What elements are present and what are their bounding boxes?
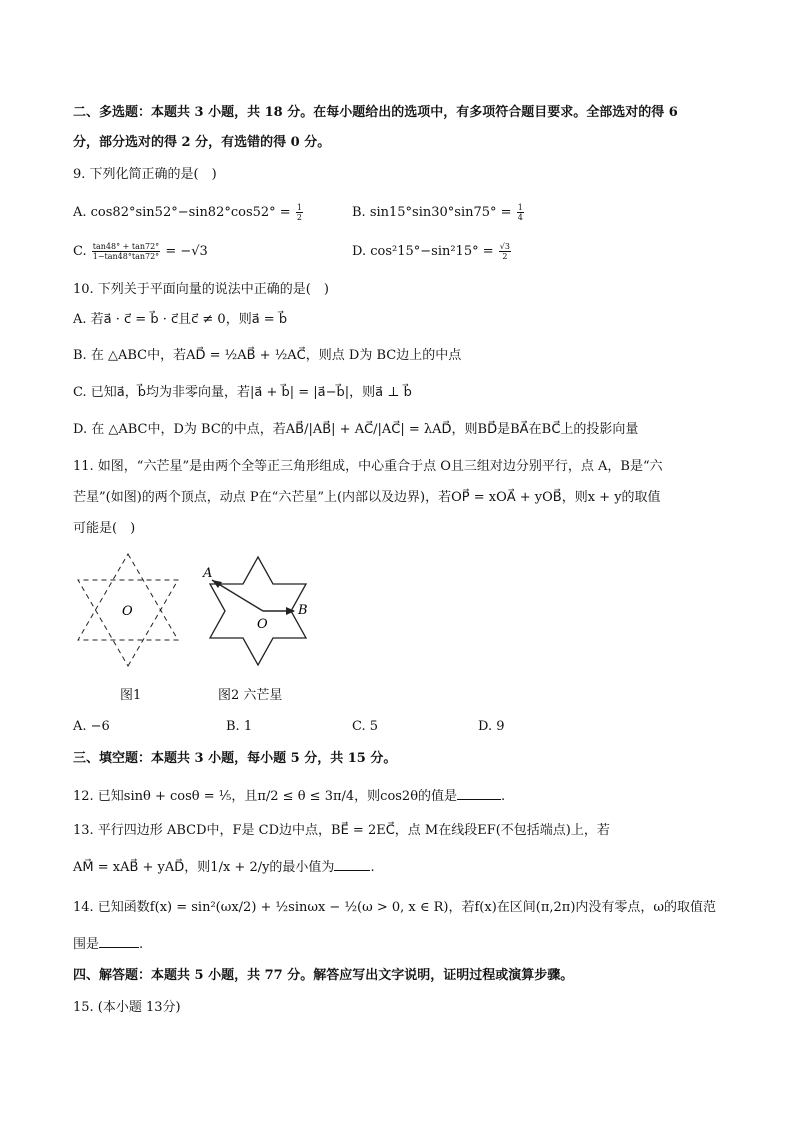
q9-d-den: 2 [502,252,508,261]
q9-c-fraction [92,242,160,261]
fig2-label-b: B [298,603,308,618]
question-12: 12. 已知sinθ + cosθ = ⅕，且π/2 ≤ θ ≤ 3π/4，则cos2θ的值是 . [73,789,506,804]
question-14-line2: 围是 . [73,937,144,952]
q9-c-suffix: = −√3 [161,244,208,259]
question-9-stem: 9. 下列化简正确的是( ) [73,167,217,182]
q9-b-text: B. sin15°sin30°sin75° = [352,205,516,220]
figure-1-dashed-hexagram [70,548,190,698]
section-2-heading-line2: 分，部分选对的得 2 分，有选错的得 0 分。 [73,135,331,150]
q12-text: 12. 已知sinθ + cosθ = ⅕，且π/2 ≤ θ ≤ 3π/4，则cos2θ的值是 [73,789,458,804]
q9-d-fraction [499,242,511,261]
fig1-triangle-down [78,580,178,666]
q9-b-den: 4 [517,213,523,222]
q9-c-num: tan48° + tan72° [92,242,160,251]
figure-1-caption: 图1 [120,688,142,703]
question-10-option-b: B. 在 △ABC中，若AD⃗ = ½AB⃗ + ½AC⃗，则点 D为 BC边上的中点 [73,348,462,363]
q13-answer-blank [334,858,370,871]
question-11-line1: 11. 如图，“六芒星”是由两个全等正三角形组成，中心重合于点 O且三组对边分别平行，点 A，B是“六 [73,459,663,474]
fig2-label-o: O [257,617,268,632]
fig1-triangle-up [78,554,178,640]
question-15-stem: 15. (本小题 13分) [73,1000,181,1015]
question-14-line1: 14. 已知函数f(x) = sin²(ωx/2) + ½sinωx − ½(ω > 0, x ∈ R)，若f(x)在区间(π,2π)内没有零点，ω的取值范 [73,900,717,915]
question-11-option-a: A. −6 [73,719,110,734]
q9-c-den: 1−tan48°tan72° [92,252,160,261]
section-4-heading: 四、解答题：本题共 5 小题，共 77 分。解答应写出文字说明，证明过程或演算步骤。 [73,968,574,983]
question-11-line3: 可能是( ) [73,521,136,536]
fig2-arrow-b-icon [286,607,295,615]
fig2-label-a: A [203,566,213,581]
question-13-line2: AM⃗ = xAB⃗ + yAD⃗，则1/x + 2/y的最小值为 . [73,860,375,875]
q14-answer-blank [99,935,139,948]
question-10-option-c: C. 已知a⃗，b⃗均为非零向量，若|a⃗ + b⃗| = |a⃗−b⃗|，则a⃗ ⊥ b⃗ [73,385,412,400]
q9-b-num: 1 [517,203,523,212]
figure-2-hexagram [198,552,328,677]
q9-a-den: 2 [296,213,302,222]
question-11-line2: 芒星”(如图)的两个顶点，动点 P在“六芒星”上(内部以及边界)，若OP⃗ = xOA⃗ + yOB⃗，则x + y的取值 [73,490,661,505]
q9-b-fraction [517,203,524,222]
figure-2-caption: 图2 六芒星 [218,688,283,703]
question-9-option-a [73,203,304,222]
section-3-heading: 三、填空题：本题共 3 小题，每小题 5 分，共 15 分。 [73,751,397,766]
q9-d-text: D. cos²15°−sin²15° = [352,244,498,259]
question-9-option-c [73,242,208,261]
q13-text: AM⃗ = xAB⃗ + yAD⃗，则1/x + 2/y的最小值为 [73,860,335,875]
q14-text: 围是 [73,937,100,952]
question-11-option-c: C. 5 [352,719,379,734]
question-9-option-d [352,242,512,261]
question-10-stem: 10. 下列关于平面向量的说法中正确的是( ) [73,282,329,297]
fig1-label-o: O [122,604,133,619]
question-10-option-a: A. 若a⃗ · c⃗ = b⃗ · c⃗且c⃗ ≠ 0，则a⃗ = b⃗ [73,312,288,327]
question-10-option-d: D. 在 △ABC中，D为 BC的中点，若AB⃗/|AB⃗| + AC⃗/|AC⃗| = λAD⃗，则BD⃗是BA⃗在BC⃗上的投影向量 [73,422,639,437]
q9-a-fraction [296,203,303,222]
section-2-heading-line1: 二、多选题：本题共 3 小题，共 18 分。在每小题给出的选项中，有多项符合题目要求。全部选对的得 6 [73,105,678,120]
question-11-option-d: D. 9 [478,719,505,734]
q12-answer-blank [457,787,501,800]
question-9-option-b [352,203,525,222]
question-13-line1: 13. 平行四边形 ABCD中，F是 CD边中点，BE⃗ = 2EC⃗，点 M在线段EF(不包括端点)上，若 [73,823,610,838]
question-11-option-b: B. 1 [226,719,253,734]
q9-d-num: √3 [499,242,510,251]
q9-a-text: A. cos82°sin52°−sin82°cos52° = [73,205,295,220]
q9-a-num: 1 [296,203,302,212]
q9-c-prefix: C. [73,244,91,259]
